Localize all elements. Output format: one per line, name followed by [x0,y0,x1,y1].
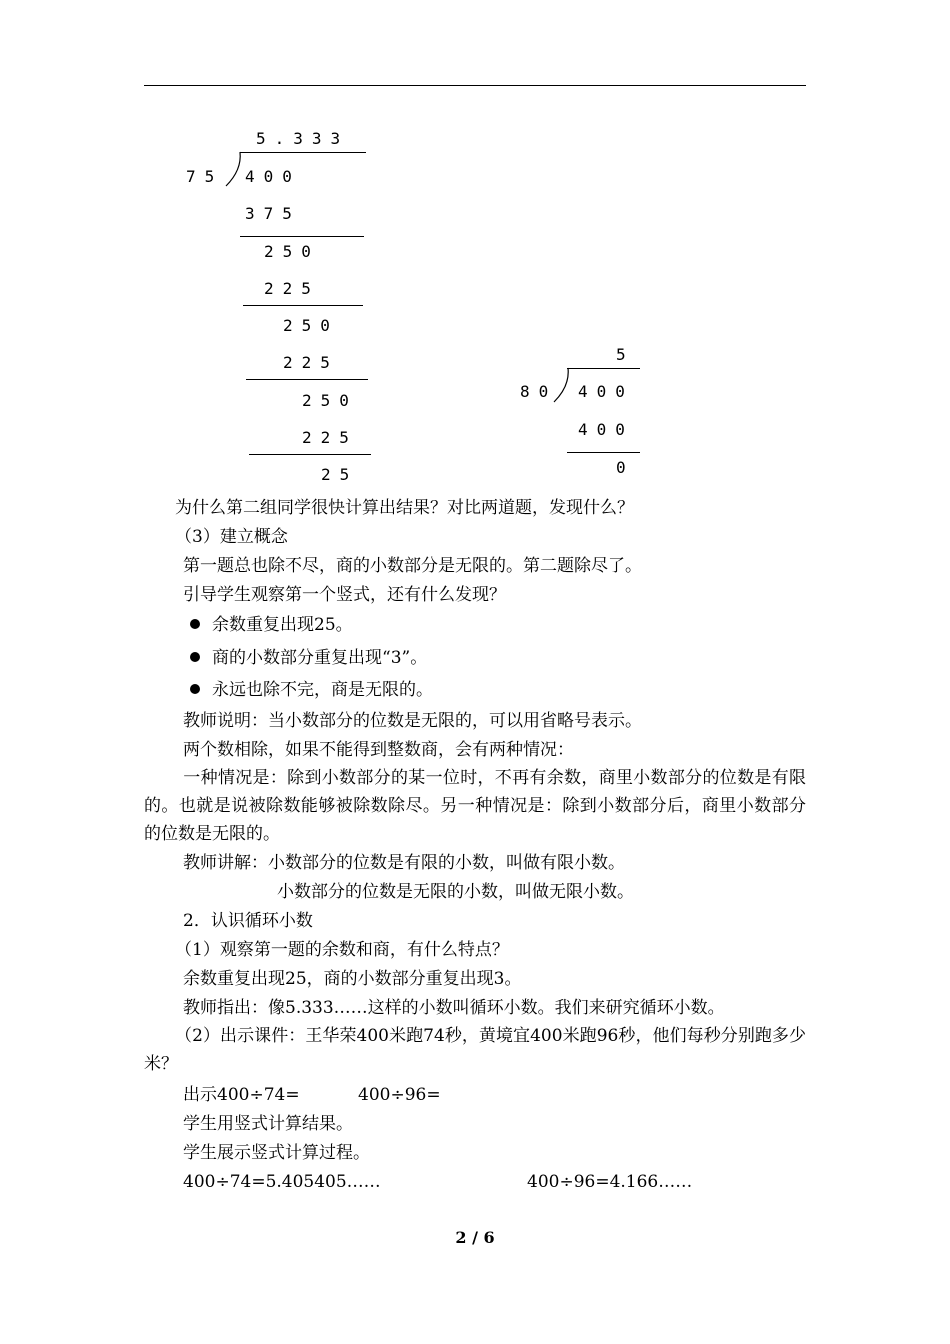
bullet-item [190,615,353,635]
section-heading: 2．认识循环小数 [183,911,313,931]
bullet-text: 永远也除不完，商是无限的。 [212,680,433,700]
text-line: 两个数相除，如果不能得到整数商，会有两种情况： [183,740,574,760]
text-line: 学生用竖式计算结果。 [183,1114,353,1134]
text-line: 400÷74=5.405405…… [183,1172,381,1192]
text-line: 余数重复出现25，商的小数部分重复出现3。 [183,969,522,989]
paragraph-text: （2）出示课件：王华荣400米跑74秒，黄境宜400米跑96秒，他们每秒分别跑多少米？ [144,1026,806,1074]
bullet-text: 余数重复出现25。 [212,615,353,635]
step-1: 375 [245,204,301,223]
step-line-1 [240,236,364,237]
quotient-line-1 [240,152,366,153]
text-line: （1）观察第一题的余数和商，有什么特点？ [175,940,509,960]
paragraph [144,1022,806,1078]
division-bracket-1 [224,150,244,188]
text-line: 第一题总也除不尽，商的小数部分是无限的。第二题除尽了。 [183,556,642,576]
bullet-icon [190,684,200,694]
step-2: 250 [264,242,320,261]
step-line-2 [243,305,363,306]
text-line: 400÷96= [358,1085,441,1105]
bullet-icon [190,619,200,629]
text-line: 教师指出：像5.333……这样的小数叫循环小数。我们来研究循环小数。 [183,998,725,1018]
step-line-4 [249,454,371,455]
divisor-2: 80 [520,382,558,401]
bullet-item [190,648,427,668]
text-line: 教师说明：当小数部分的位数是无限的，可以用省略号表示。 [183,711,642,731]
bullet-icon [190,652,200,662]
step-5: 225 [283,353,339,372]
text-line: 引导学生观察第一个竖式，还有什么发现？ [183,585,506,605]
step-line-2-1 [567,452,640,453]
step-4: 250 [283,316,339,335]
step-2-2: 0 [616,458,635,477]
quotient-1: 5.333 [256,129,350,148]
bullet-text: 商的小数部分重复出现“3”。 [212,648,428,668]
text-line: 400÷96=4.166…… [527,1172,693,1192]
step-6: 250 [302,391,358,410]
dividend-1: 400 [245,167,301,186]
step-7: 225 [302,428,358,447]
text-line: 学生展示竖式计算过程。 [183,1143,370,1163]
quotient-2: 5 [616,345,635,364]
text-line: 为什么第二组同学很快计算出结果？对比两道题，发现什么？ [175,498,634,518]
paragraph-text: 一种情况是：除到小数部分的某一位时，不再有余数，商里小数部分的位数是有限的。也就是说被除数能够被除数除尽。另一种情况是：除到小数部分后，商里小数部分的位数是无限的。 [144,768,806,844]
text-line: 出示400÷74= [183,1085,300,1105]
text-line: （3）建立概念 [175,527,288,547]
quotient-line-2 [567,368,640,369]
step-line-3 [246,379,368,380]
step-8: 25 [321,465,359,484]
division-bracket-2 [552,366,572,404]
page-number: 2 / 6 [455,1228,495,1247]
text-line: 教师讲解：小数部分的位数是有限的小数，叫做有限小数。 [183,853,625,873]
header-rule [144,85,806,86]
text-line: 小数部分的位数是无限的小数，叫做无限小数。 [277,882,634,902]
bullet-item [190,680,433,700]
step-2-1: 400 [578,420,634,439]
paragraph [144,764,806,848]
dividend-2: 400 [578,382,634,401]
divisor-1: 75 [186,167,224,186]
step-3: 225 [264,279,320,298]
